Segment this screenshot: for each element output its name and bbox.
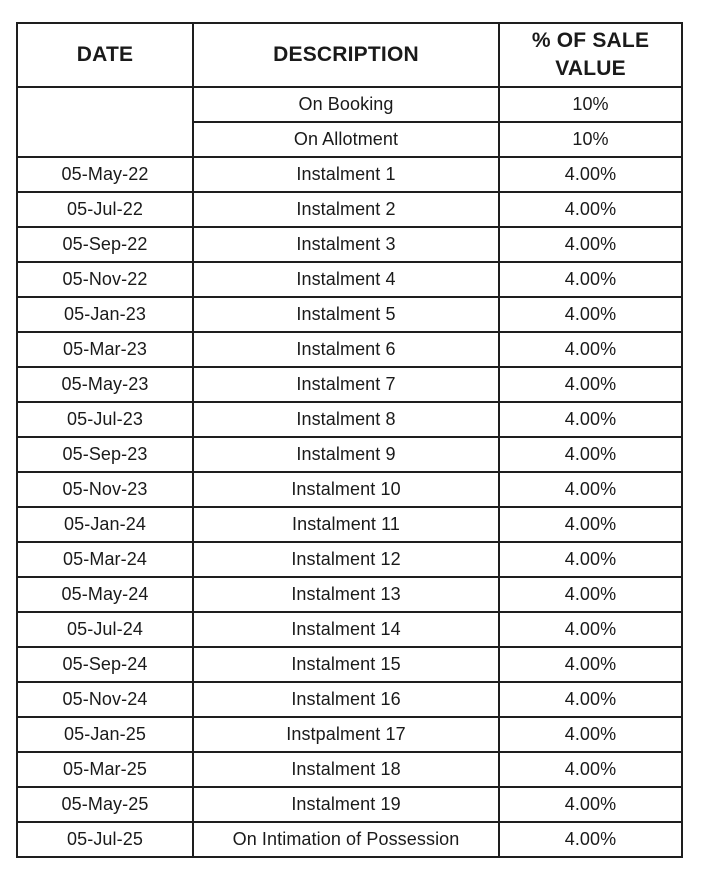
percent-cell: 4.00% — [499, 612, 682, 647]
header-date: DATE — [17, 23, 193, 87]
percent-cell: 4.00% — [499, 367, 682, 402]
percent-cell: 4.00% — [499, 227, 682, 262]
date-cell: 05-May-23 — [17, 367, 193, 402]
table-row — [17, 542, 682, 577]
date-cell: 05-May-25 — [17, 787, 193, 822]
date-cell: 05-Mar-24 — [17, 542, 193, 577]
percent-cell: 4.00% — [499, 402, 682, 437]
table-row — [17, 822, 682, 857]
table-row — [17, 192, 682, 227]
header-percent: % OF SALE VALUE — [499, 23, 682, 87]
percent-cell: 10% — [499, 122, 682, 157]
percent-cell: 4.00% — [499, 332, 682, 367]
table-body — [17, 87, 682, 857]
description-cell: Instalment 7 — [193, 367, 499, 402]
percent-cell: 4.00% — [499, 297, 682, 332]
description-cell: Instalment 18 — [193, 752, 499, 787]
table-row — [17, 157, 682, 192]
description-cell: Instalment 19 — [193, 787, 499, 822]
table-row — [17, 507, 682, 542]
header-description: DESCRIPTION — [193, 23, 499, 87]
table-row — [17, 332, 682, 367]
description-cell: Instalment 2 — [193, 192, 499, 227]
description-cell: Instalment 16 — [193, 682, 499, 717]
percent-cell: 4.00% — [499, 682, 682, 717]
description-cell: Instalment 15 — [193, 647, 499, 682]
payment-schedule — [16, 22, 681, 858]
date-cell: 05-Mar-23 — [17, 332, 193, 367]
table-row — [17, 752, 682, 787]
date-cell: 05-May-22 — [17, 157, 193, 192]
table-row — [17, 437, 682, 472]
description-cell: On Booking — [193, 87, 499, 122]
percent-cell: 10% — [499, 87, 682, 122]
percent-cell: 4.00% — [499, 822, 682, 857]
description-cell: On Allotment — [193, 122, 499, 157]
description-cell: Instalment 3 — [193, 227, 499, 262]
date-cell: 05-Sep-24 — [17, 647, 193, 682]
table-row — [17, 787, 682, 822]
description-cell: Instalment 6 — [193, 332, 499, 367]
percent-cell: 4.00% — [499, 577, 682, 612]
table-row — [17, 227, 682, 262]
date-cell: 05-Nov-22 — [17, 262, 193, 297]
table-row — [17, 577, 682, 612]
table-row — [17, 367, 682, 402]
percent-cell: 4.00% — [499, 752, 682, 787]
payment-schedule-table — [16, 22, 683, 858]
percent-cell: 4.00% — [499, 157, 682, 192]
date-cell: 05-Jul-25 — [17, 822, 193, 857]
date-cell: 05-Nov-24 — [17, 682, 193, 717]
date-cell: 05-Jul-22 — [17, 192, 193, 227]
date-cell: 05-Jul-23 — [17, 402, 193, 437]
percent-cell: 4.00% — [499, 787, 682, 822]
table-row — [17, 717, 682, 752]
description-cell: Instpalment 17 — [193, 717, 499, 752]
percent-cell: 4.00% — [499, 472, 682, 507]
table-row — [17, 472, 682, 507]
table-row — [17, 647, 682, 682]
date-cell: 05-Mar-25 — [17, 752, 193, 787]
date-cell: 05-Sep-22 — [17, 227, 193, 262]
description-cell: Instalment 8 — [193, 402, 499, 437]
date-cell: 05-Jan-24 — [17, 507, 193, 542]
header-row — [17, 23, 682, 87]
date-cell: 05-Sep-23 — [17, 437, 193, 472]
description-cell: Instalment 4 — [193, 262, 499, 297]
percent-cell: 4.00% — [499, 717, 682, 752]
date-cell: 05-Jul-24 — [17, 612, 193, 647]
date-cell — [17, 87, 193, 157]
table-row — [17, 402, 682, 437]
percent-cell: 4.00% — [499, 542, 682, 577]
percent-cell: 4.00% — [499, 192, 682, 227]
description-cell: On Intimation of Possession — [193, 822, 499, 857]
description-cell: Instalment 5 — [193, 297, 499, 332]
table-row — [17, 297, 682, 332]
table-row — [17, 682, 682, 717]
percent-cell: 4.00% — [499, 262, 682, 297]
description-cell: Instalment 14 — [193, 612, 499, 647]
date-cell: 05-May-24 — [17, 577, 193, 612]
table-row — [17, 612, 682, 647]
table-row — [17, 87, 682, 122]
percent-cell: 4.00% — [499, 507, 682, 542]
description-cell: Instalment 11 — [193, 507, 499, 542]
date-cell: 05-Nov-23 — [17, 472, 193, 507]
percent-cell: 4.00% — [499, 437, 682, 472]
table-row — [17, 262, 682, 297]
description-cell: Instalment 10 — [193, 472, 499, 507]
description-cell: Instalment 12 — [193, 542, 499, 577]
description-cell: Instalment 9 — [193, 437, 499, 472]
description-cell: Instalment 13 — [193, 577, 499, 612]
description-cell: Instalment 1 — [193, 157, 499, 192]
date-cell: 05-Jan-25 — [17, 717, 193, 752]
percent-cell: 4.00% — [499, 647, 682, 682]
date-cell: 05-Jan-23 — [17, 297, 193, 332]
